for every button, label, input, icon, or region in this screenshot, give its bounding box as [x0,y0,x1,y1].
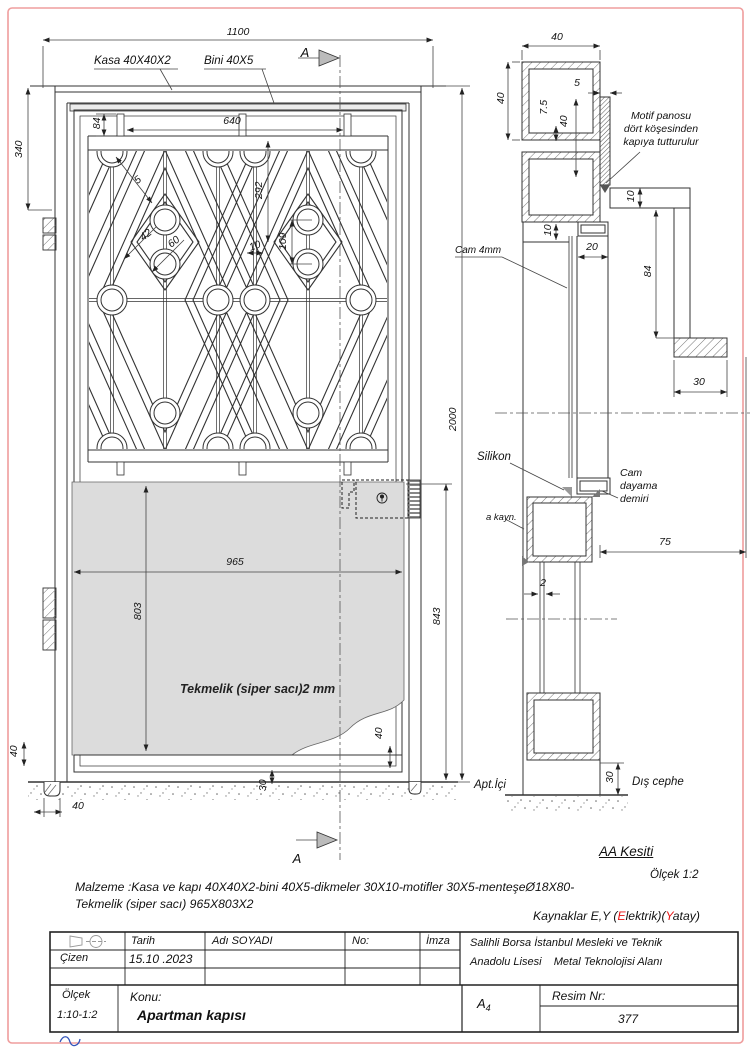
section-marker-a-top: A [300,45,310,60]
sv-dim-20: 20 [586,241,598,253]
tb-tarih-label: Tarih [131,935,156,947]
tb-imza-label: İmza [426,935,450,947]
dim-340: 340 [12,140,25,159]
dim-30-threshold: 30 [256,779,269,792]
sv-dim-10-bar: 10 [624,190,637,203]
tb-paper-size [477,997,491,1013]
section-view-geometry [495,62,750,811]
tb-resim-value: 377 [618,1012,639,1026]
welds-note-e: E [617,909,626,923]
tb-adi-label: Adı SOYADI [212,935,273,947]
motif-note-line3: kapıya tutturulur [623,136,699,149]
dim-84: 84 [90,117,103,130]
dim-803: 803 [131,602,144,621]
tb-paper-letter: A [477,996,486,1011]
sv-dim-2: 2 [540,577,546,589]
sv-dim-84: 84 [641,265,654,278]
sv-dim-40-left: 40 [494,92,507,105]
kasa-label: Kasa 40X40X2 [94,55,171,67]
sv-dim-75: 75 [659,536,671,548]
sv-dim-40-bini: 40 [557,115,570,128]
tekmelik-label: Tekmelik (siper sacı)2 mm [180,682,336,696]
glass-support-line1: Cam [620,467,643,479]
sv-dim-40-top: 40 [551,31,563,43]
sv-dim-30-bottom: 30 [603,771,616,784]
dim-1100: 1100 [226,26,250,38]
welds-note-y: Y [665,909,673,923]
front-view-bottom [28,755,458,800]
tb-no-label: No: [352,935,370,947]
tb-school-line2: Anadolu Lisesi Metal Teknolojisi Alanı [470,956,663,968]
dim-292: 292 [252,181,265,200]
section-scale: Ölçek 1:2 [650,869,699,881]
motif-note-line1: Motif panosu [630,110,692,122]
weld-label: a kayn. [486,512,517,523]
dim-40-rail: 40 [372,727,385,740]
tb-konu-value: Apartman kapısı [137,1007,246,1023]
exterior-label: Dış cephe [632,776,684,788]
welds-note [533,908,700,924]
apartment-inside-label: Apt.İçi [474,779,506,791]
tb-olcek-value: 1:10-1:2 [57,1009,98,1021]
section-marker-a-bottom: A [292,851,302,866]
sv-dim-10-top: 10 [541,224,554,237]
projection-symbol-icon [70,936,106,948]
sv-dim-5: 5 [574,77,580,89]
dim-40-leg-v: 40 [7,745,20,758]
silicone-label: Silikon [477,451,511,463]
tb-olcek-label: Ölçek [62,989,91,1001]
tb-tarih-value: 15.10 .2023 [129,952,193,966]
blue-check-mark [60,1037,80,1046]
motif-note [606,110,716,149]
bini-label: Bini 40X5 [204,55,254,67]
tb-paper-number: 4 [485,1003,491,1013]
motif-note-line2: dört köşesinden [623,123,699,136]
dim-5: 5 [131,173,144,187]
dim-109: 109 [276,232,289,251]
dim-2000: 2000 [446,407,459,431]
sv-dim-30-wall: 30 [693,376,705,388]
tb-school-line1: Salihli Borsa İstanbul Mesleki ve Teknik [470,937,663,949]
material-note-line1: Malzeme :Kasa ve kapı 40X40X2-bini 40X5-dikmeler 30X10-motifler 30X5-menteşeØ18X80- [75,880,575,894]
material-note-line2: Tekmelik (siper sacı) 965X803X2 [75,897,254,911]
dim-843: 843 [430,607,443,626]
dim-42: 42 [137,226,155,244]
glass-support-label [620,467,657,506]
sv-dim-7-5: 7.5 [537,99,550,115]
welds-note-prefix: Kaynaklar E,Y ( [533,909,618,923]
section-title: AA Kesiti [599,844,654,859]
glass-support-line3: demiri [620,493,649,506]
strike-plate [408,480,420,518]
glass-support-line2: dayama [620,480,658,493]
dim-60: 60 [165,233,183,251]
welds-note-suffix: atay) [672,909,700,923]
dim-40-leg-h: 40 [72,800,84,812]
tekmelik-panel [72,482,404,755]
dim-640: 640 [223,115,241,127]
tb-cizen-label: Çizen [60,952,89,964]
welds-note-mid: lektrik)( [625,909,666,923]
hinges [43,218,56,650]
tb-resim-label: Resim Nr: [552,989,606,1003]
dim-10: 10 [247,238,263,254]
glass-label: Cam 4mm [455,245,502,256]
dim-965: 965 [226,556,244,568]
tb-konu-label: Konu: [130,990,162,1004]
